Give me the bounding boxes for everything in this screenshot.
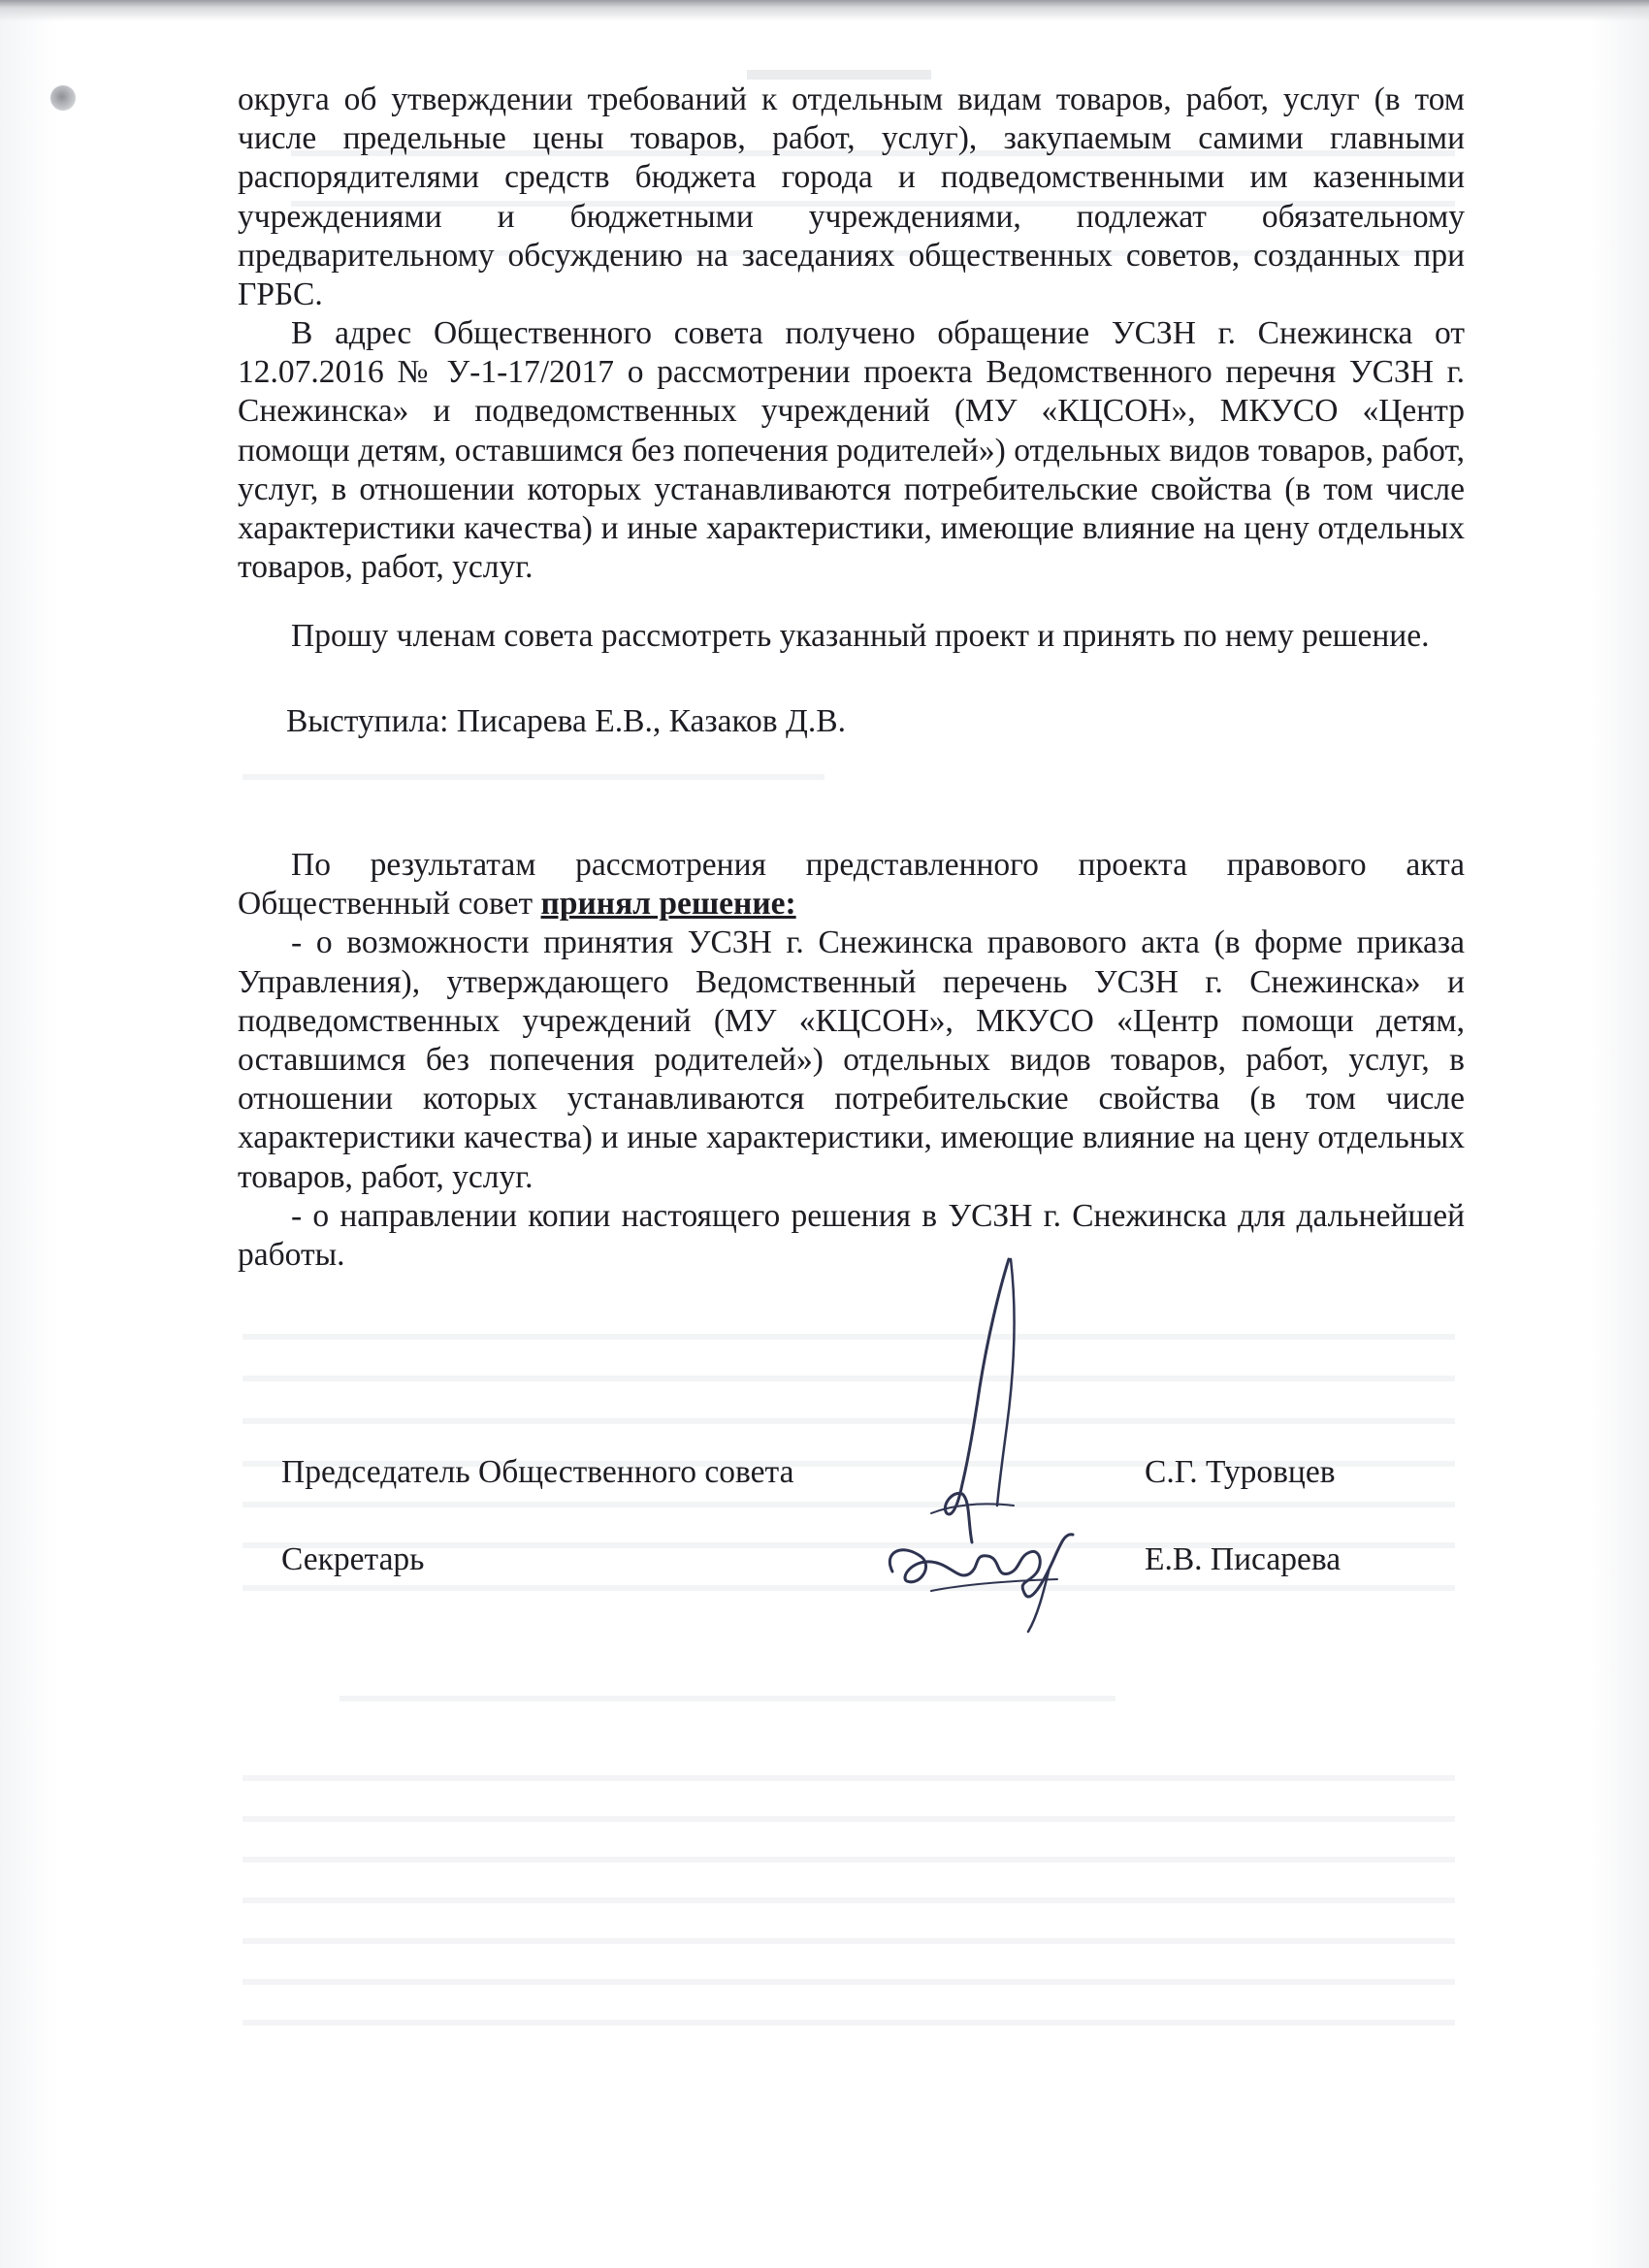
paragraph-decision [238,846,1465,1275]
paragraph-requirements [238,81,1465,314]
paragraph-request [238,617,1465,656]
paragraph-1-text: округа об утверждении требований к отдельным видам товаров, работ, услуг (в том числе предельные цены товаров, работ, услуг), закупаемым самими главными распорядителями средств бюджета города и подведомственными им казенными учреждениями и бюджетными учреждениями, подлежат обязательному предварительному обсуждению на заседаниях общественных советов, созданных при ГРБС. [238,81,1465,313]
paragraph-3-text: Прошу членам совета рассмотреть указанный проект и принять по нему решение. [291,618,1430,654]
decision-item-1: - о возможности принятия УСЗН г. Снежинска правового акта (в форме приказа Управления), утверждающего Ведомственный перечень УСЗН г. Снежинска» и подведомственных учреждений (МУ «КЦСОН», МКУСО «Центр помощи детям, оставшимся без попечения родителей») отдельных видов товаров, работ, услуг, в отношении которых устанавливаются потребительские свойства (в том числе характеристики качества) и иные характеристики, имеющие влияние на цену отдельных товаров, работ, услуг. [238,924,1465,1195]
decision-intro [238,846,1465,923]
decision-intro-text: По результатам рассмотрения представленного проекта правового акта Общественный совет [238,847,1465,923]
secretary-title: Секретарь [281,1541,425,1577]
paragraph-appeal [238,314,1465,587]
secretary-name: Е.В. Писарева [1145,1541,1342,1577]
decision-label: принял решение: [540,886,796,923]
decision-item-2: - о направлении копии настоящего решения в УСЗН г. Снежинска для дальнейшей работы. [238,1197,1465,1274]
paragraph-speakers [286,702,1450,741]
chair-name: С.Г. Туровцев [1145,1454,1336,1490]
paragraph-2-text: В адрес Общественного совета получено обращение УСЗН г. Снежинска от 12.07.2016 № У-1-17/2017 о рассмотрении проекта Ведомственного перечня УСЗН г. Снежинска» и подведомственных учреждений (МУ «КЦСОН», МКУСО «Центр помощи детям, оставшимся без попечения родителей») отдельных видов товаров, работ, услуг, в отношении которых устанавливаются потребительские свойства (в том числе характеристики качества) и иные характеристики, имеющие влияние на цену отдельных товаров, работ, услуг. [238,315,1465,586]
chair-title: Председатель Общественного совета [281,1454,794,1490]
chair-signature [902,1251,1067,1552]
secretary-signature [873,1513,1096,1639]
paragraph-4-text: Выступила: Писарева Е.В., Казаков Д.В. [286,703,846,739]
